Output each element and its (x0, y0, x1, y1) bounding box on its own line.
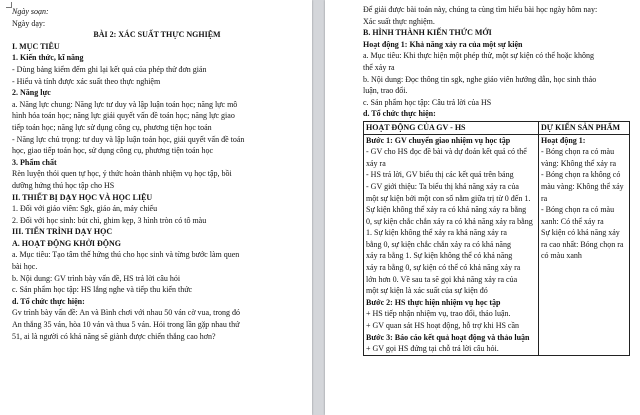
product-heading: Hoạt động 1: (541, 135, 586, 145)
heading-new-knowledge: B. HÌNH THÀNH KIẾN THỨC MỚI (363, 28, 492, 38)
cell-line: - HS trả lời, GV biểu thị các kết quả trên bảng (366, 170, 514, 180)
paragraph-line: Gv trình bày vấn đề: An và Bình chơi với nhau 50 ván cờ vua, trong đó (12, 308, 240, 318)
heading-organization: d. Tổ chức thực hiện: (12, 296, 85, 306)
paragraph-line: a. Mục tiêu: Tạo tâm thế hứng thú cho học sinh và từng bước làm quen (12, 250, 240, 260)
paragraph-line: học, giao tiếp toán học, sử dụng công cụ, phương tiện toán học (12, 146, 214, 156)
paragraph-line: An thắng 35 ván, hòa 10 ván và thua 5 ván. Hỏi trong lần gặp nhau thứ (12, 320, 240, 330)
table-cell-products (539, 134, 630, 355)
step-heading: Bước 3: Báo cáo kết quả hoạt động và thảo luận (366, 332, 530, 342)
cell-line: một sự kiện bởi một con số nằm giữa trị từ 0 đến 1. (366, 193, 531, 203)
line-date-prepared: Ngày soạn: (12, 7, 49, 16)
heading-activity-1: Hoạt động 1: Khả năng xảy ra của một sự kiện (363, 39, 523, 49)
heading-warmup: A. HOẠT ĐỘNG KHỞI ĐỘNG (12, 238, 121, 248)
paragraph-line: b. Nội dung: GV trình bày vấn đề, HS trả lời câu hỏi (12, 273, 181, 283)
paragraph-line: hình hóa toán học; năng lực giải quyết vấn đề toán học; năng lực giao (12, 111, 235, 121)
cell-line: + GV quan sát HS hoạt động, hỗ trợ khi HS cần (366, 321, 520, 331)
table-cell-activities (364, 134, 539, 355)
paragraph-line: a. Mục tiêu: Khi thực hiện một phép thử, một sự kiện có thể hoặc không (363, 51, 594, 61)
cell-line: màu vàng: Không thể xảy (541, 181, 624, 191)
lesson-title: BÀI 2: XÁC SUẤT THỰC NGHIỆM (93, 30, 221, 40)
cell-line: lớn hơn 0. Về sau ta sẽ gọi khả năng xảy ra của (366, 274, 518, 284)
paragraph-line: - Dùng bảng kiểm đếm ghi lại kết quả của phép thử đơn giản (12, 64, 207, 74)
page-left-content (12, 0, 302, 342)
cell-line: có màu xanh (541, 251, 582, 261)
table-header-activities: HOẠT ĐỘNG CỦA GV - HS (364, 121, 539, 134)
paragraph-line: b. Nội dung: Đọc thông tin sgk, nghe giáo viên hướng dẫn, học sinh thảo (363, 74, 597, 84)
paragraph-line: 2. Đối với học sinh: bút chì, ghim kẹp, 3 hình tròn có tô màu (12, 215, 207, 225)
paragraph-line: Xác suất thực nghiệm. (363, 16, 435, 26)
step-heading: Bước 1: GV chuyển giao nhiệm vụ học tập (366, 135, 511, 145)
cell-line: 0, sự kiện chắc chắn xảy ra có khả năng xảy ra bằng (366, 216, 533, 226)
heading-competence: 2. Năng lực (12, 88, 51, 98)
activity-table (363, 121, 630, 356)
table-header-row (364, 121, 630, 134)
paragraph-line: dưỡng hứng thú học tập cho HS (12, 180, 115, 190)
heading-objectives: I. MỤC TIÊU (12, 41, 60, 51)
paragraph-line: 51, ai là người có khả năng sẽ giành được chiến thắng cao hơn? (12, 331, 216, 341)
paragraph-line: c. Sản phẩm học tập: HS lắng nghe và tiếp thu kiến thức (12, 285, 193, 295)
cell-line: bằng 0, sự kiện chắc chắn xảy ra có khả năng (366, 239, 511, 249)
paragraph-line: - Năng lực chủ trọng: tư duy và lập luận toán học, giải quyết vấn đề toán (12, 134, 245, 144)
cell-line: + GV gọi HS đứng tại chỗ trả lời câu hỏi. (366, 344, 499, 354)
paragraph-line: thể xảy ra (363, 62, 395, 72)
paragraph-line: 1. Đối với giáo viên: Sgk, giáo án, máy chiếu (12, 204, 158, 214)
paragraph-line: a. Năng lực chung: Năng lực tư duy và lập luận toán học; năng lực mô (12, 99, 238, 109)
cell-line: vàng: Không thể xảy ra (541, 158, 617, 168)
cell-line: - GV cho HS đọc đề bài và dự đoán kết quả có thể (366, 147, 527, 157)
cell-line: + HS tiếp nhận nhiệm vụ, trao đổi, thảo luận. (366, 309, 511, 319)
cell-line: xảy ra (366, 158, 386, 168)
cell-line: một sự kiện là xác suất của sự kiện đó (366, 286, 488, 296)
cell-line: - Bóng chọn ra có màu (541, 205, 615, 215)
cell-line: Sự kiện không thể xảy ra có khả năng xảy ra bằng (366, 205, 527, 215)
cell-line: Sự kiện có khả năng xảy (541, 228, 620, 238)
heading-qualities: 3. Phẩm chất (12, 157, 57, 167)
cell-line: 1. Sự kiện không thể xảy ra khả năng xảy ra (366, 228, 507, 238)
paragraph-line: - Hiểu và tính được xác suất theo thực nghiệm (12, 76, 161, 86)
paragraph-line: c. Sản phẩm học tập: Câu trả lời của HS (363, 97, 492, 107)
document-page-left (0, 0, 312, 415)
paragraph-line: Rèn luyện thói quen tự học, ý thức hoàn thành nhiệm vụ học tập, bồi (12, 169, 232, 179)
heading-equipment: II. THIẾT BỊ DẠY HỌC VÀ HỌC LIỆU (12, 192, 153, 202)
paragraph-line: bài học. (12, 262, 38, 272)
cell-line: xảy ra bằng 0, sự kiện có thể có khả năng xảy ra (366, 263, 521, 273)
paragraph-line: luận, trao đổi. (363, 86, 408, 96)
heading-process: III. TIẾN TRÌNH DẠY HỌC (12, 227, 113, 237)
step-heading: Bước 2: HS thực hiện nhiệm vụ học tập (366, 297, 501, 307)
cell-line: - GV giới thiệu: Ta biểu thị khả năng xảy ra của (366, 181, 519, 191)
line-date-taught: Ngày dạy: (12, 18, 46, 28)
cell-line: xảy ra bằng 1. Sự kiện không thể có khả năng (366, 251, 513, 261)
page-right-content (363, 0, 631, 356)
paragraph-line: Để giải được bài toán này, chúng ta cùng tìm hiểu bài học ngày hôm nay: (363, 5, 598, 14)
cell-line: ra cao nhất: Bóng chọn ra (541, 239, 624, 249)
table-header-products: DỰ KIẾN SẢN PHẨM (539, 121, 630, 134)
cell-line: - Bóng chọn ra không có (541, 170, 621, 180)
document-page-right (325, 0, 640, 415)
heading-knowledge: 1. Kiến thức, kĩ năng (12, 53, 84, 63)
paragraph-line: tiếp toán học; năng lực sử dụng công cụ, phương tiện học toán (12, 122, 212, 132)
table-row (364, 134, 630, 355)
cell-line: ra (541, 193, 548, 203)
heading-organization: d. Tổ chức thực hiện: (363, 109, 436, 119)
cell-line: - Bóng chọn ra có màu (541, 147, 615, 157)
cell-line: xanh: Có thể xảy ra (541, 216, 604, 226)
